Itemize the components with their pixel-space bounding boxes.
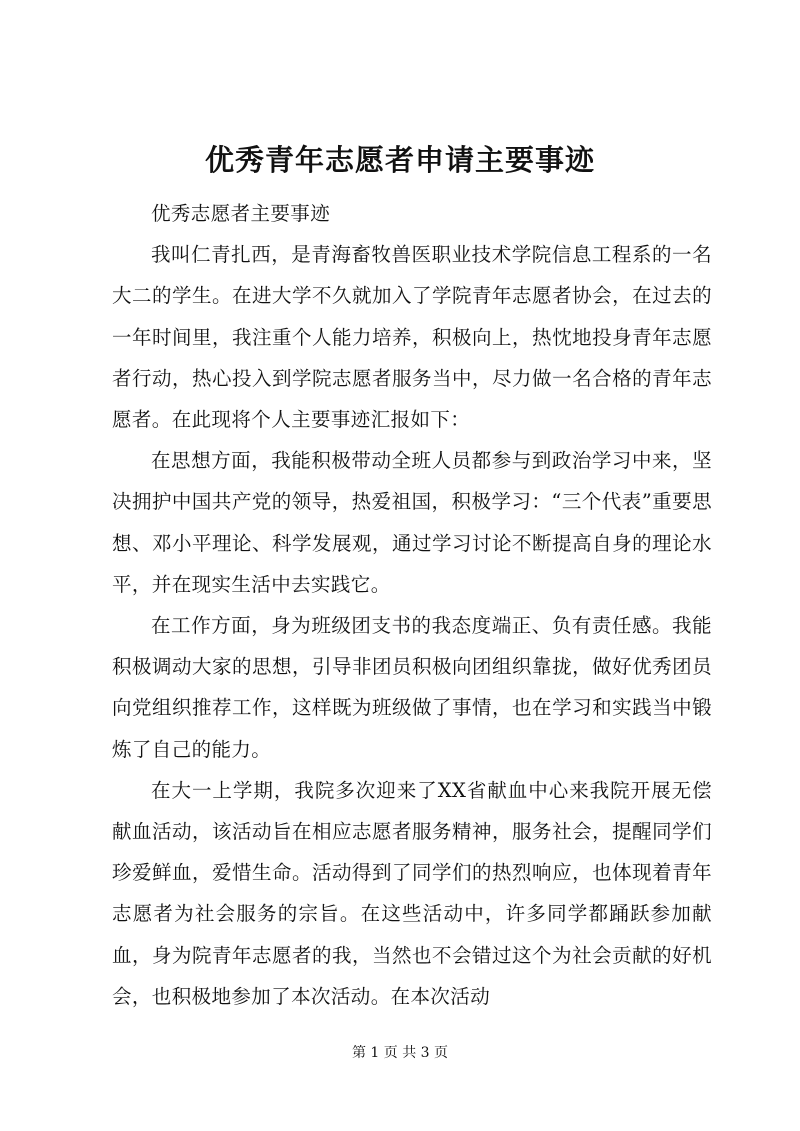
page-title: 优秀青年志愿者申请主要事迹 (204, 143, 595, 177)
paragraph-blood-donation: 在大一上学期，我院多次迎来了XX省献血中心来我院开展无偿献血活动，该活动旨在相应志愿者服务精神，服务社会，提醒同学们珍爱鲜血，爱惜生命。活动得到了同学们的热烈响应，也体现着青年志愿者为社会服务的宗旨。在这些活动中，许多同学都踊跃参加献血，身为院青年志愿者的我，当然也不会错过这个为社会贡献的好机会，也积极地参加了本次活动。在本次活动 (112, 778, 712, 1008)
paragraph-subtitle: 优秀志愿者主要事迹 (151, 202, 331, 225)
document-body (112, 193, 712, 1017)
paragraph-introduction: 我叫仁青扎西，是青海畜牧兽医职业技术学院信息工程系的一名大二的学生。在进大学不久就加入了学院青年志愿者协会，在过去的一年时间里，我注重个人能力培养，积极向上，热忱地投身青年志愿者行动，热心投入到学院志愿者服务当中，尽力做一名合格的青年志愿者。在此现将个人主要事迹汇报如下： (112, 243, 712, 432)
paragraph-ideology: 在思想方面，我能积极带动全班人员都参与到政治学习中来，坚决拥护中国共产党的领导，热爱祖国，积极学习：“三个代表”重要思想、邓小平理论、科学发展观，通过学习讨论不断提高自身的理论水平，并在现实生活中去实践它。 (112, 449, 712, 596)
paragraph-work: 在工作方面，身为班级团支书的我态度端正、负有责任感。我能积极调动大家的思想，引导非团员积极向团组织靠拢，做好优秀团员向党组织推荐工作，这样既为班级做了事情，也在学习和实践当中锻炼了自己的能力。 (112, 614, 712, 761)
page-number-footer: 第 1 页 共 3 页 (351, 1045, 449, 1061)
